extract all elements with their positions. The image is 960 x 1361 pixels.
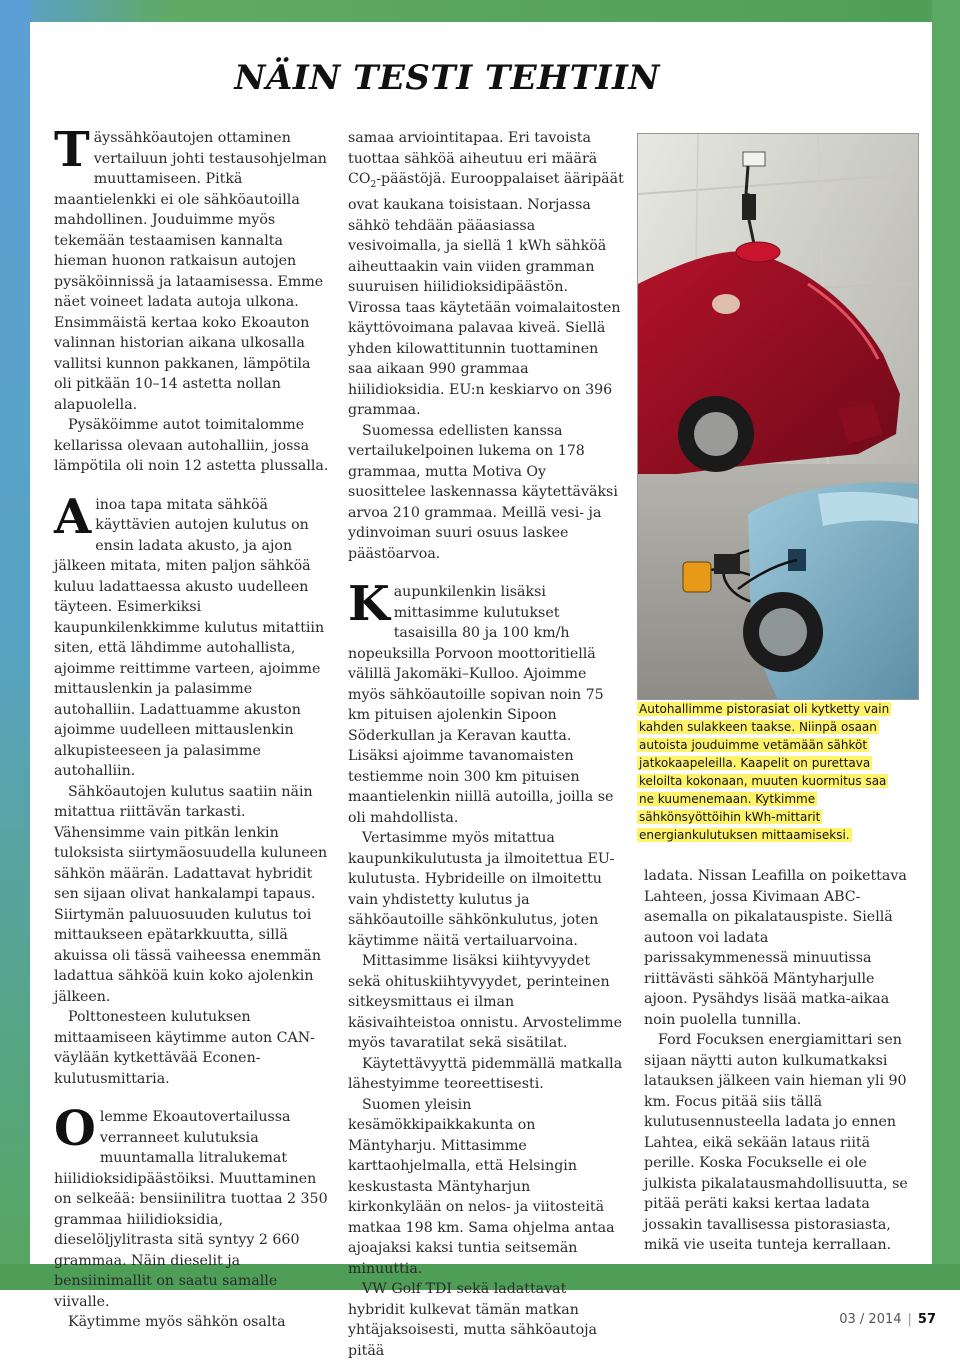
intro-block: [54, 122, 330, 477]
routes-paragraph-4: Käytettävyyttä pidemmällä matkalla lähestyimme teoreettisesti.: [348, 1055, 623, 1093]
section-emissions: [54, 1101, 330, 1333]
intro-text: äyssähköautojen ottaminen vertailuun johti testausohjelman muuttamiseen. Pitkä maantielenkki ei ole sähköautoilla mahdollinen. Jouduimme myös tekemään testaamisen kannalta hieman huonon ratkaisun autojen pysäköinnissä ja lataamisessa. Emme näet voineet ladata autoja ulkona. Ensimmäistä kertaa koko Ekoauton valinnan historian aikana ulkosalla vallitsi kunnon pakkanen, lämpötila oli pitkään 10–14 astetta nollan alapuolella.: [54, 130, 327, 413]
frame-left-border: [0, 0, 30, 1290]
focus-paragraph: Ford Focuksen energiamittari sen sijaan näytti auton kulkumatkaksi latauksen jälkeen vain hieman yli 90 km. Focus pitää siis tällä kulutusennusteella ladata jo ennen Lahtea, eikä sekään lataus riitä perille. Koska Focukselle ei ole julkista pikalatausmahdollisuutta, se pitää peräti kaksi kertaa ladata jossakin tavallisessa pistorasiasta, mikä vie useita tunteja kerrallaan.: [644, 1032, 908, 1253]
co2-text-a: samaa arviointitapaa. Eri tavoista tuottaa sähköä aiheutuu eri määrä CO: [348, 130, 598, 187]
footer-separator: |: [907, 1312, 912, 1327]
measurement-paragraph-3: Polttonesteen kulutuksen mittaamiseen käytimme auton CAN-väylään kytkettävää Econen-kulutusmittaria.: [54, 1009, 315, 1087]
section-measurement: [54, 488, 330, 1090]
charging-cars-photo: [637, 133, 919, 700]
intro-paragraph-2: Pysäköimme autot toimitalomme kellarissa olevaan autohalliin, jossa lämpötila oli noin 12 astetta plussalla.: [54, 417, 329, 474]
drop-cap-o: O: [54, 1101, 96, 1157]
routes-paragraph-6: VW Golf TDI sekä ladattavat hybridit kulkevat tämän matkan yhtäjaksoisesti, mutta sähköautoja pitää: [348, 1281, 598, 1359]
emissions-paragraph-2: Käytimme myös sähkön osalta: [68, 1314, 286, 1330]
drop-cap-k: K: [348, 576, 390, 633]
issue-label: 03 / 2014: [839, 1312, 902, 1327]
emissions-text: lemme Ekoautovertailussa verranneet kulutuksia muuntamalla litralukemat hiilidioksidipäästöiksi. Muuttaminen on selkeää: bensiinilitra tuottaa 2 350 grammaa hiilidioksidia, dieselöljylitrasta sitä syntyy 2 660 grammaa. Näin dieselit ja bensiinimallit on saatu samalle viivalle.: [54, 1109, 328, 1310]
drop-cap-t: T: [54, 122, 90, 178]
routes-paragraph-3: Mittasimme lisäksi kiihtyvyydet sekä ohituskiihtyvyydet, perinteinen sitkeysmittaus ei ilman käsivaihteistoa onnistu. Arvostelimme myös tavaratilat sekä sisätilat.: [348, 953, 622, 1052]
section-routes: [348, 576, 624, 1361]
column-2: [348, 128, 624, 1361]
co2-text-b: -päästöjä. Eurooppalaiset ääripäät ovat kaukana toisistaan. Norjassa sähkö tehdään pääasiassa vesivoimalla, ja siellä 1 kWh sähköä aiheuttaakin vain viiden gramman suuruisen hiilidioksidipäästön. Virossa taas käytetään voimalaitosten käyttövoimana palavaa kiveä. Siellä yhden kilowattitunnin tuottaminen saa aikaan 990 grammaa hiilidioksidia. EU:n keskiarvo on 396 grammaa.: [348, 171, 624, 419]
finland-paragraph: Suomessa edellisten kanssa vertailukelpoinen lukema on 178 grammaa, mutta Motiva Oy suosittelee laskennassa käytettäväksi arvoa 210 grammaa. Meillä vesi- ja ydinvoiman suuri osuus laskee päästöarvoa.: [348, 422, 618, 562]
co2-paragraph: [348, 128, 624, 421]
routes-paragraph-5: Suomen yleisin kesämökkipaikkakunta on Mäntyharju. Mittasimme karttaohjelmalla, että Helsingin keskustasta Mäntyharjun kirkonkylään on nelos- ja viitosteitä matkaa 198 km. Sama ohjelma antaa ajoajaksi kaksi tuntia seitsemän minuuttia.: [348, 1096, 615, 1277]
column-3: [644, 866, 914, 1256]
column-1: [54, 122, 330, 1333]
drop-cap-a: A: [54, 488, 92, 545]
measurement-text: inoa tapa mitata sähköä käyttävien autojen kulutus on ensin ladata akusto, ja ajon jälkeen mitata, miten paljon sähköä kuluu ladattaessa akusto uudelleen täyteen. Esimerkiksi kaupunkilenkkimme kulutus mitattiin siten, että lähdimme autohallista, ajoimme reittimme varteen, ajoimme mittauslenkin ja palasimme autohalliin. Ladattuamme akuston ajoimme uudelleen mittauslenkin alkupisteeseen ja palasimme autohalliin.: [54, 496, 325, 779]
article-headline: NÄIN TESTI TEHTIIN: [234, 58, 660, 98]
measurement-paragraph-2: Sähköautojen kulutus saatiin näin mitattua riittävän tarkasti. Vähensimme vain pitkän lenkin tuloksista siirtymäosuudella kuluneen sähkön määrän. Ladattavat hybridit sen sijaan olivat hankalampi tapaus. Siirtymän paluuosuuden kulutus toi mittaukseen epätarkkuutta, sillä akuissa oli tässä vaiheessa enemmän ladattua sähköä kuin koko ajolenkin jälkeen.: [54, 783, 328, 1005]
photo-caption: [637, 700, 905, 844]
photo-caption-text: Autohallimme pistorasiat oli kytketty vain kahden sulakkeen taakse. Niinpä osaan autoista jouduimme vetämään sähköt jatkokaapeleilla. Kaapelit on purettava keloilta kokonaan, muuten kuormitus saa ne kuumenemaan. Kytkimme sähkönsyöttöihin kWh-mittarit energiankulutuksen mittaamiseksi.: [639, 702, 890, 842]
leaf-paragraph: ladata. Nissan Leafilla on poikettava Lahteen, jossa Kivimaan ABC-asemalla on pikalatauspiste. Siellä autoon voi ladata parissakymmenessä minuutissa riittävästi sähköä Mäntyharjulle ajoon. Pysähdys lisää matka-aikaa noin puolella tunnilla.: [644, 868, 907, 1028]
page-number: 57: [917, 1312, 936, 1327]
page-footer: [839, 1312, 936, 1327]
frame-top-border: [0, 0, 960, 22]
co2-subscript: 2: [370, 179, 377, 190]
frame-right-border: [932, 0, 960, 1290]
routes-text: aupunkilenkin lisäksi mittasimme kulutukset tasaisilla 80 ja 100 km/h nopeuksilla Porvoon moottoritiellä välillä Jakomäki–Kulloo. Ajoimme myös sähköautoille sopivan noin 75 km pituisen ajolenkin Sipoon Söderkullan ja Keravan kautta. Lisäksi ajoimme tavanomaisten testiemme noin 300 km pituisen maantielenkin niillä autoilla, joilla se oli mahdollista.: [348, 584, 614, 826]
routes-paragraph-2: Vertasimme myös mitattua kaupunkikulutusta ja ilmoitettua EU-kulutusta. Hybrideille on ilmoitettu vain yhdistetty kulutus ja sähköautoille sähkönkulutus, joten käytimme näitä vertailuarvoina.: [348, 830, 615, 949]
